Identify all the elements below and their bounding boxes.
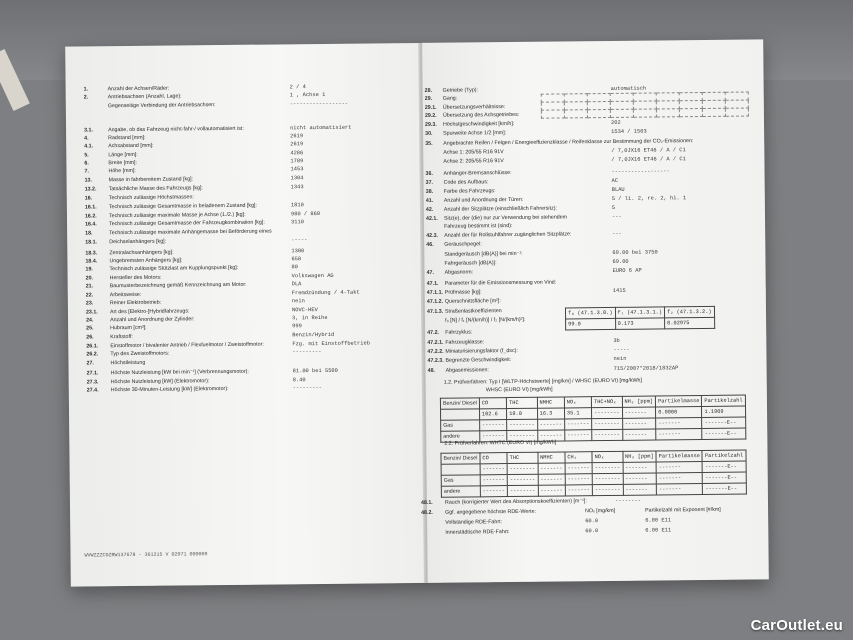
table-cell: -------	[538, 485, 565, 496]
field-label: Höchstgeschwindigkeit [km/h]:	[442, 120, 515, 128]
table-cell: THC	[507, 397, 538, 408]
table-cell: -------	[538, 474, 565, 485]
field-label: Hubraum [cm³]:	[110, 324, 147, 332]
table-cell: NOₓ	[592, 451, 623, 462]
field-number: 27.	[86, 360, 94, 367]
field-number: 47.1.3.	[426, 308, 444, 315]
procedure-1-2-label: 1.2. Prüfverfahren: Typ I [WLTP-Höchstwerte] [mg/km] / WHSC (EURO VI) [mg/kWh]	[443, 377, 642, 386]
field-label: Höhe [mm]:	[108, 167, 136, 175]
table-cell: NH₃ [ppm]	[622, 451, 656, 462]
rde-row	[427, 526, 768, 536]
field-label: Arbeitsweise:	[109, 291, 142, 299]
table-cell: 1.1909	[702, 406, 745, 417]
table-cell: -------	[565, 463, 592, 474]
table-cell: Partikelmasse	[656, 451, 702, 462]
field-value: 4286	[290, 150, 304, 157]
field-number: 35.	[425, 140, 433, 147]
table-cell: --------	[507, 463, 538, 474]
table-cell: -------	[480, 475, 507, 486]
field-value: 8.40	[292, 377, 306, 384]
field-value: nicht automatisiert	[290, 124, 352, 132]
field-number: 47.	[426, 269, 434, 276]
field-value: AC	[611, 177, 619, 184]
field-number: 3.1.	[84, 127, 93, 134]
table-cell: 0.0000	[656, 407, 702, 418]
left-row	[66, 83, 422, 93]
table-cell: -------	[623, 473, 657, 484]
field-number: 29.1.	[424, 104, 437, 111]
field-value: ------------------	[289, 100, 349, 108]
field-number: 42.3.	[426, 232, 439, 239]
field-label: Anzahl und Anordnung der Zylinder:	[110, 316, 195, 324]
watermark-logo: CarOutlet.eu	[750, 617, 843, 634]
field-value: 1 , Achse 1	[289, 91, 326, 99]
road-load-table	[565, 306, 715, 331]
field-text: Ggf. angegebene höchste RDE-Werte:	[445, 508, 537, 516]
left-page	[65, 43, 427, 587]
field-value: 81.00 bei 5500	[292, 367, 338, 375]
table-cell: --------	[592, 462, 623, 473]
field-number: 27.4.	[86, 387, 99, 394]
table-cell: 35.1	[564, 408, 591, 419]
table-cell: andere	[441, 431, 480, 442]
field-number: 18.1.	[85, 239, 98, 246]
field-label: Achsabstand [mm]:	[108, 142, 154, 150]
field-label: Angebrachte Reifen / Felgen / Energieeffizienzklasse / Reifenklasse zur Bestimmung der CO₂-Emissionen:	[443, 138, 694, 147]
field-number: 42.1.	[425, 215, 438, 222]
field-value: Fzg. mit Einstoffbetrieb	[292, 340, 370, 348]
field-number: 4.	[84, 135, 89, 142]
table-cell: f₁ (47.1.3.1.)	[615, 307, 665, 319]
emissions-table-type1	[440, 395, 746, 443]
rde-row	[427, 516, 768, 526]
field-value: Fremdzündung / 4-Takt	[291, 289, 360, 297]
field-value: 3, in Reihe	[292, 314, 328, 322]
field-label: Höchste Nutzleistung [kW bei min⁻¹] (Verbrennungsmotor):	[110, 368, 249, 377]
field-number: 18.3.	[85, 250, 98, 257]
left-row	[69, 367, 425, 377]
field-label: Gang:	[442, 95, 458, 102]
field-value: 1304	[290, 175, 304, 182]
table-cell: -------	[656, 473, 702, 484]
table-cell: -------	[622, 429, 656, 440]
field-label: Hersteller des Motors:	[109, 274, 162, 282]
row-48-2	[421, 506, 768, 516]
table-cell: CO	[480, 453, 507, 464]
field-number: 28.	[424, 87, 433, 94]
table-cell: NOₓ	[564, 397, 591, 408]
field-number: 26.1.	[86, 343, 99, 350]
field-value: 980 / 860	[290, 211, 321, 218]
field-label: Abgasnorm:	[444, 269, 474, 276]
table-cell: --------	[507, 485, 538, 496]
table-cell: --------	[507, 419, 538, 430]
field-number: 5.	[84, 152, 89, 159]
table-cell: andere	[441, 486, 480, 497]
field-label: Technisch zulässige Stützlast am Kupplungspunkt [kg]:	[109, 264, 239, 273]
field-value: 715/2007*2018/1832AP	[613, 365, 679, 372]
field-label: Zentralachsanhängers [kg]:	[109, 249, 174, 257]
table-cell: f₂ (47.1.3.2.)	[664, 306, 714, 318]
field-number: 23.	[85, 300, 94, 307]
field-number: 7.	[84, 168, 89, 175]
field-label: Übersetzung des Achsgetriebes:	[442, 111, 520, 119]
field-value: 2619	[290, 141, 304, 148]
field-value: NOVC-HEV	[291, 307, 318, 314]
field-number: 37.	[425, 179, 434, 186]
field-label: Geräuschpegel:	[444, 241, 482, 248]
table-cell: 19.0	[507, 408, 538, 419]
field-number: 27.3.	[86, 379, 99, 386]
field-number: 18.	[85, 230, 93, 237]
field-label: Übersetzungsverhältnisse:	[442, 104, 506, 111]
field-number: 16.1.	[84, 204, 97, 211]
field-number: 41.	[425, 197, 434, 204]
field-value: ---	[612, 230, 622, 237]
field-label: Parameter für die Emissionsmessung von Vind:	[444, 279, 557, 287]
field-value: nein	[613, 355, 627, 362]
field-number: 20.	[85, 275, 94, 282]
table-cell: -------	[565, 485, 592, 496]
field-value: 2619	[290, 133, 304, 140]
field-value: 2 / 4	[289, 84, 306, 91]
field-label: Farbe des Fahrzeugs:	[443, 188, 496, 195]
table-cell: f₀ (47.1.3.0.)	[565, 307, 615, 319]
table-cell: -------	[480, 464, 507, 475]
field-text: Partikelzahl mit Exponent [#/km]	[645, 506, 721, 514]
field-label: Art des [Elektro-]Hybridfahrzeugs:	[109, 308, 190, 316]
field-label: f₀ [N] / f₁ [N/(km/h)] / f₂ [N/(km/h)²]:	[445, 316, 526, 324]
field-number: 18.4.	[85, 258, 98, 265]
table-cell: -------E--	[703, 461, 746, 472]
field-label: Anhänger-Bremsanschlüsse:	[443, 170, 512, 177]
field-text: NOₓ [mg/km]	[585, 507, 616, 515]
field-value: BLAU	[611, 186, 625, 193]
right-row	[423, 84, 764, 94]
field-value: 1534 / 1503	[611, 128, 647, 135]
table-cell: --------	[592, 418, 623, 429]
right-row	[426, 364, 767, 374]
table-cell: --------	[592, 484, 623, 495]
field-value: 1453	[290, 166, 304, 173]
field-value: 1810	[290, 202, 304, 209]
field-value: 5	[611, 204, 616, 211]
field-label: Technisch zulässige maximale Masse je Achse (1./2.) [kg]:	[108, 211, 246, 220]
table-cell: 102.6	[479, 409, 506, 420]
field-label: Straßenlastkoeffizienten	[444, 308, 502, 315]
field-number: 48.	[427, 367, 436, 374]
field-value: ---------	[292, 349, 322, 356]
field-label: Baumusterbezeichnung gemäß Kennzeichnung am Motor:	[109, 281, 247, 290]
table-cell: -------	[564, 419, 591, 430]
field-number: 36.	[425, 170, 433, 177]
field-text: 6.00 E11	[645, 517, 672, 524]
field-number: 47.2.3.	[427, 357, 444, 364]
field-number: 47.1.1.	[426, 289, 444, 296]
table-cell: -------	[656, 462, 702, 473]
field-value: Benzin/Hybrid	[292, 331, 335, 339]
field-label: Begrenzte Geschwindigkeit:	[445, 357, 512, 364]
table-cell	[441, 464, 480, 475]
field-label: Sitz(e), der (die) nur zur Verwendung bei stehendem	[443, 214, 568, 222]
field-value: ---	[611, 213, 622, 220]
field-number: 29.2.	[424, 112, 437, 119]
field-value: / 7,0JX16 ET46 / A / C1	[611, 147, 686, 154]
procedure-2-2-label: 2.2. Prüfverfahren: WHTC (EURO VI) [mg/kWh]	[444, 439, 557, 447]
field-value: 202	[610, 119, 621, 126]
field-text: 6.00 E11	[645, 527, 672, 534]
table-cell: 0.173	[615, 318, 665, 330]
field-value: automatisch	[610, 85, 647, 92]
field-label: Anzahl und Anordnung der Türen:	[443, 196, 524, 204]
table-cell: -------	[537, 419, 564, 430]
table-cell: -------	[480, 486, 507, 497]
field-label: Höchste Nutzleistung [kW] (Elektromotor):	[110, 378, 210, 386]
field-label: Prüfmasse [kg]:	[444, 289, 482, 296]
field-value: -----	[291, 237, 308, 244]
field-value: nein	[291, 298, 305, 305]
field-number: 47.2.1.	[427, 339, 444, 346]
field-text: 48.2.	[421, 509, 433, 516]
field-number: 16.2.	[84, 213, 97, 220]
field-label: Fahrgeräusch [dB(A)]:	[444, 260, 497, 267]
field-label: Technisch zulässige Gesamtmasse der Fahrzeugkombination [kg]:	[109, 219, 265, 228]
table-cell: -------	[622, 407, 656, 418]
field-label: Technisch zulässige maximale Anhängemasse bei Beförderung eines	[109, 228, 272, 237]
table-cell: -------	[479, 420, 506, 431]
table-cell: --------	[592, 429, 623, 440]
field-number: 21.	[85, 283, 94, 290]
field-number: 13.	[84, 177, 92, 184]
emissions-table-whtc	[440, 450, 746, 498]
right-row	[424, 167, 765, 177]
field-number: 24.	[86, 317, 94, 324]
table-cell: --------	[592, 473, 623, 484]
field-label: Kraftstoff:	[110, 333, 133, 341]
field-value: 3110	[291, 219, 305, 226]
table-cell: NMHC	[537, 397, 564, 408]
field-text: Innerstädtische RDE-Fahrt:	[445, 529, 510, 536]
field-label: Spurweite Achse 1/2 [mm]:	[443, 130, 507, 137]
field-number: 16.	[84, 195, 93, 202]
field-value: ---------	[292, 385, 322, 392]
field-label: Anzahl der Sitzplätze (einschließlich Fahrersitz):	[443, 205, 557, 213]
field-value: EURO 6 AP	[612, 267, 642, 274]
table-cell: -------E--	[702, 428, 745, 439]
right-row	[425, 277, 766, 287]
field-value: --------	[614, 497, 641, 504]
table-cell: Benzin/ Diesel	[441, 453, 480, 464]
table-cell: Gas	[441, 420, 480, 431]
table-cell: -------E--	[703, 483, 746, 494]
field-label: Querschnittsfläche [m²]:	[444, 298, 501, 305]
field-value: / 7,0JX16 ET46 / A / C1	[611, 156, 686, 163]
field-label: Achse 2: 205/55 R16 91V	[443, 158, 504, 165]
table-cell: 99.0	[566, 318, 616, 330]
field-label: Code des Aufbaus:	[443, 179, 489, 186]
field-label: Höchstleistung	[110, 359, 146, 367]
table-cell: -------	[656, 418, 702, 429]
field-number: 23.1.	[85, 309, 98, 316]
field-number: 27.1.	[86, 370, 99, 377]
left-row	[67, 247, 423, 257]
table-cell: CH₄	[565, 452, 592, 463]
table-cell: --------	[507, 430, 538, 441]
field-number: 19.	[85, 266, 93, 273]
field-label: Reiner Elektrobetrieb:	[109, 299, 162, 307]
field-number: 46.	[426, 241, 434, 248]
table-cell: -------	[623, 484, 657, 495]
field-number: 6.	[84, 160, 89, 167]
field-number: 47.2.	[427, 329, 440, 336]
field-label: Einstoffmotor / bivalenter Antrieb / Flexfuelmotor / Zweistoffmotor:	[110, 341, 264, 350]
left-row	[66, 124, 422, 134]
field-value: 1300	[291, 248, 305, 255]
field-label: Anzahl der Achsen/Räder:	[107, 85, 170, 93]
field-label: Fahrzyklus:	[445, 329, 473, 336]
right-row	[424, 248, 765, 258]
field-label: Masse in fahrbereitem Zustand [kg]:	[108, 176, 194, 184]
field-value: 999	[292, 323, 302, 330]
table-cell: -------	[537, 430, 564, 441]
field-value: 1789	[290, 158, 304, 165]
table-cell: --------	[507, 474, 538, 485]
field-number: 2.	[83, 94, 89, 101]
field-label: Fahrzeug bestimmt ist (sind):	[444, 222, 513, 230]
table-cell: -------	[623, 462, 657, 473]
field-number: 1.	[83, 86, 89, 93]
field-label: Rauch (korrigierter Wert des Absorptionskoeffizienten) [m⁻¹]:	[444, 498, 587, 506]
table-cell: -------E--	[703, 472, 746, 483]
field-number: 22.	[85, 292, 94, 299]
field-label: Radstand [mm]:	[108, 134, 146, 142]
field-number: 42.	[425, 206, 434, 213]
field-label: Gegenseitige Verbindung der Antriebsachsen:	[107, 102, 216, 110]
field-number: 47.1.2.	[426, 298, 444, 305]
field-number: 4.1.	[84, 143, 94, 150]
field-label: Angabe, ob das Fahrzeug nicht-fahr-/ vollautomatisiert ist:	[108, 125, 244, 134]
table-cell: 0.02975	[665, 317, 715, 329]
field-number: 16.4.	[85, 221, 97, 228]
table-cell: CO	[479, 398, 506, 409]
field-number: 13.2.	[84, 186, 97, 193]
field-label: Getriebe (Typ):	[442, 87, 479, 94]
table-cell: Gas	[441, 475, 480, 486]
table-cell: 16.3	[537, 408, 564, 419]
field-label: Achse 1: 205/55 R16 91V	[443, 149, 504, 156]
field-label: Abgasemissionen:	[445, 367, 489, 374]
registration-document	[65, 39, 769, 586]
field-value: Volkswagen AG	[291, 272, 334, 280]
field-label: Ungebremsten Anhängers [kg]:	[109, 257, 183, 265]
field-label: Länge [mm]:	[108, 151, 138, 159]
field-number: 47.2.2.	[427, 348, 444, 355]
field-value: 69.00 bei 3750	[612, 249, 658, 256]
field-value: ------------------	[611, 168, 670, 175]
field-value: 3b	[613, 337, 620, 344]
field-label: Standgeräusch [dB(A)] bei min⁻¹:	[444, 250, 523, 258]
field-number: 26.	[86, 334, 94, 341]
field-number: 30.	[425, 130, 433, 137]
table-cell: -------E--	[702, 417, 745, 428]
field-label: Anzahl der für Rollstuhlfahrer zugänglichen Sitzplätze:	[444, 231, 572, 239]
field-text: Vollständige RDE-Fahrt:	[445, 519, 503, 526]
field-number: 25.	[86, 325, 94, 332]
right-page	[422, 39, 769, 583]
field-number: 38.	[425, 188, 434, 195]
table-cell: THC	[507, 452, 538, 463]
vin-footer: WVWZZZCDZRW137678 - 361215 V 02071 000009	[84, 551, 208, 559]
field-value: DLA	[291, 281, 302, 288]
table-cell: -------	[656, 484, 702, 495]
right-row	[423, 137, 764, 147]
right-row	[425, 336, 766, 346]
field-number: 47.1.	[426, 280, 439, 287]
field-label: Antriebsachsen (Anzahl, Lage):	[107, 93, 182, 101]
table-cell: -------	[656, 429, 702, 440]
table-cell: -------	[480, 431, 507, 442]
field-label: Höchste 30-Minuten-Leistung [kW] (Elektromotor):	[110, 385, 229, 394]
field-label: Tatsächliche Masse des Fahrzeugs [kg]:	[108, 185, 203, 193]
table-cell: Partikelmasse	[656, 396, 702, 407]
field-number: 29.3.	[424, 121, 437, 128]
table-cell: -------	[622, 418, 656, 429]
field-value: 5 / li. 2, re. 2, hi. 1	[611, 195, 687, 202]
field-label: Breite [mm]:	[108, 159, 138, 167]
field-label: Technisch zulässige Gesamtmasse in beladenem Zustand [kg]:	[108, 202, 257, 211]
table-cell: NH₃ [ppm]	[622, 396, 656, 407]
field-text: 60.0	[585, 528, 599, 535]
table-cell: Partikelzahl	[702, 395, 745, 406]
procedure-1-2-sublabel: WHSC (EURO VI) [mg/kWh]	[485, 386, 553, 394]
field-label: Deichselanhängers [kg]:	[109, 238, 167, 246]
field-number: 26.2.	[86, 351, 99, 358]
table-cell: THC+NOₓ	[591, 396, 622, 407]
table-cell: --------	[592, 407, 623, 418]
field-value: 1415	[612, 287, 626, 294]
field-value: 1343	[290, 184, 304, 191]
field-number: 29.	[424, 95, 433, 102]
field-label: Technisch zulässige Höchstmassen:	[108, 194, 194, 202]
table-cell: -------	[565, 430, 592, 441]
table-cell: -------	[565, 474, 592, 485]
field-label: Fahrzeugklasse:	[445, 339, 485, 346]
field-value: -----	[613, 346, 630, 353]
table-cell: -------	[538, 463, 565, 474]
field-label: Miniaturisierungsfaktor (f_dsc):	[445, 347, 518, 355]
table-cell	[441, 409, 480, 420]
field-text: 60.0	[585, 518, 599, 525]
table-cell: Benzin/ Diesel	[440, 398, 479, 409]
field-value: 69.00	[612, 258, 629, 265]
field-number: 48.1.	[420, 499, 433, 506]
gear-ratio-grid	[541, 92, 749, 119]
field-value: 80	[291, 264, 299, 271]
table-cell: NMHC	[538, 452, 565, 463]
field-value: 650	[291, 256, 302, 263]
field-label: Typ des Zweistoffmotors:	[110, 350, 170, 358]
table-cell: Partikelzahl	[702, 450, 745, 461]
